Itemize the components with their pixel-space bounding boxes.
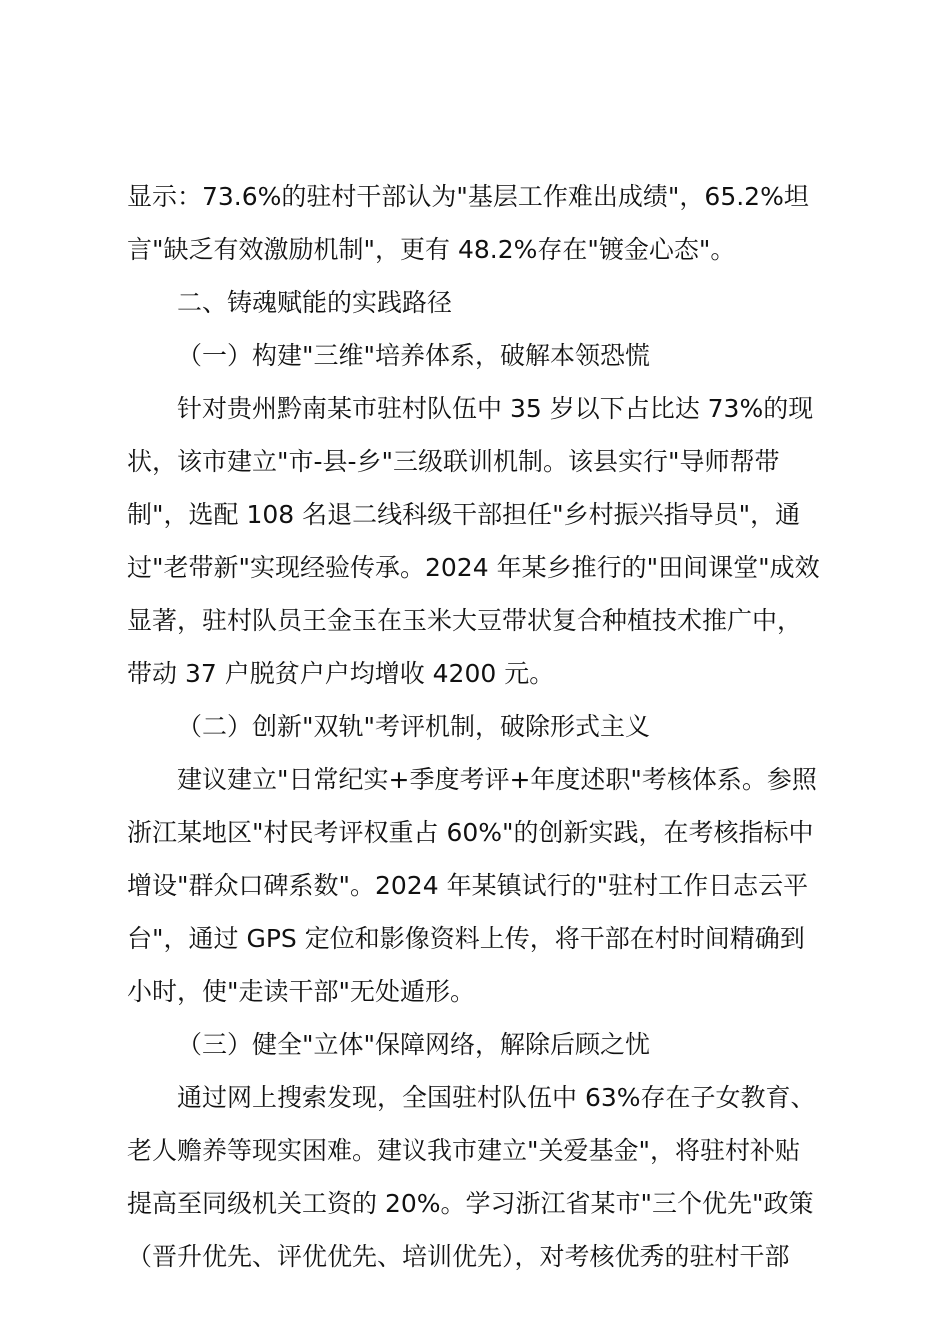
- text-line: 提高至同级机关工资的 20%。学习浙江省某市"三个优先"政策: [127, 1189, 814, 1218]
- text-line: 建议建立"日常纪实+季度考评+年度述职"考核体系。参照: [177, 765, 817, 794]
- text-line: 小时，使"走读干部"无处遁形。: [127, 977, 475, 1006]
- subsection-paragraph-1: [127, 382, 833, 700]
- text-line: 老人赡养等现实困难。建议我市建立"关爱基金"，将驻村补贴: [127, 1136, 801, 1165]
- text-line: 台"，通过 GPS 定位和影像资料上传，将干部在村时间精确到: [127, 924, 805, 953]
- text-line: （晋升优先、评优优先、培训优先），对考核优秀的驻村干部: [127, 1242, 790, 1271]
- document-body: [127, 170, 833, 1283]
- subsection-heading-3: （三）健全"立体"保障网络，解除后顾之忧: [177, 1030, 650, 1059]
- subsection-paragraph-2: [127, 753, 833, 1018]
- section-heading: 二、铸魂赋能的实践路径: [177, 288, 453, 317]
- text-line: 浙江某地区"村民考评权重占 60%"的创新实践，在考核指标中: [127, 818, 814, 847]
- text-line: 制"，选配 108 名退二线科级干部担任"乡村振兴指导员"，通: [127, 500, 801, 529]
- subsection-paragraph-3: [127, 1071, 833, 1283]
- text-line: 言"缺乏有效激励机制"，更有 48.2%存在"镀金心态"。: [127, 235, 736, 264]
- text-line: 显示：73.6%的驻村干部认为"基层工作难出成绩"，65.2%坦: [127, 182, 809, 211]
- intro-paragraph: [127, 170, 833, 276]
- text-line: 通过网上搜索发现，全国驻村队伍中 63%存在子女教育、: [177, 1083, 816, 1112]
- text-line: 显著，驻村队员王金玉在玉米大豆带状复合种植技术推广中，: [127, 606, 803, 635]
- text-line: 过"老带新"实现经验传承。2024 年某乡推行的"田间课堂"成效: [127, 553, 820, 582]
- text-line: 增设"群众口碑系数"。2024 年某镇试行的"驻村工作日志云平: [127, 871, 809, 900]
- subsection-heading-2: （二）创新"双轨"考评机制，破除形式主义: [177, 712, 650, 741]
- subsection-heading-1: （一）构建"三维"培养体系，破解本领恐慌: [177, 341, 650, 370]
- text-line: 带动 37 户脱贫户户均增收 4200 元。: [127, 659, 555, 688]
- text-line: 针对贵州黔南某市驻村队伍中 35 岁以下占比达 73%的现: [177, 394, 814, 423]
- text-line: 状，该市建立"市-县-乡"三级联训机制。该县实行"导师帮带: [127, 447, 780, 476]
